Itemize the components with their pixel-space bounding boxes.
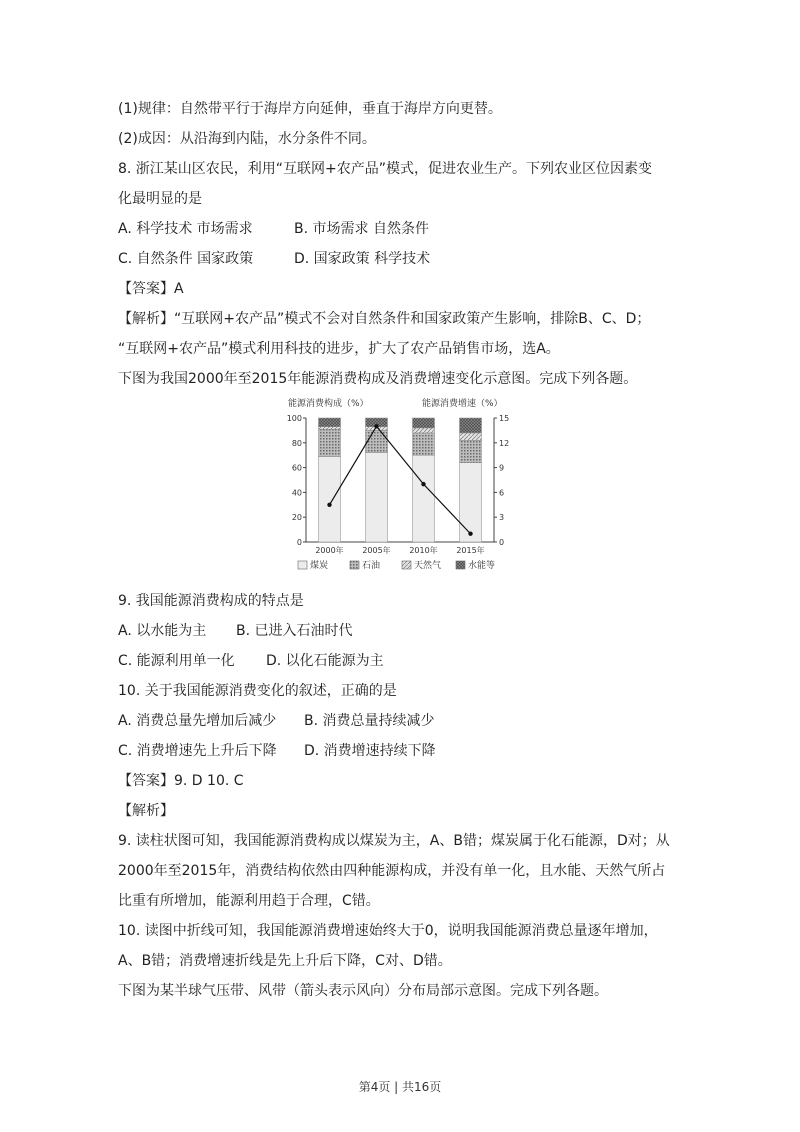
left-tick-label: 100 bbox=[286, 414, 302, 423]
explanation-10-cont: A、B错；消费增速折线是先上升后下降，C对、D错。 bbox=[118, 953, 452, 969]
bar-hydro bbox=[413, 418, 435, 428]
q9-options-row1 bbox=[118, 622, 353, 640]
explanation-8: 【解析】“互联网+农产品”模式不会对自然条件和国家政策产生影响，排除B、C、D； bbox=[118, 311, 651, 327]
growth-point bbox=[374, 424, 378, 428]
q10-options-row2 bbox=[118, 742, 436, 760]
growth-point bbox=[468, 532, 472, 536]
legend-label: 煤炭 bbox=[310, 561, 329, 571]
bar-coal bbox=[460, 463, 482, 542]
option-c: C. 消费增速先上升后下降 bbox=[118, 743, 277, 759]
option-a: A. 以水能为主 bbox=[118, 623, 207, 639]
growth-point bbox=[421, 482, 425, 486]
left-tick-label: 40 bbox=[291, 488, 302, 498]
bar-hydro bbox=[319, 418, 341, 427]
bar-gas bbox=[413, 428, 435, 433]
energy-chart bbox=[284, 396, 516, 574]
bar-oil bbox=[319, 429, 341, 456]
explanation-9-cont: 比重有所增加，能源利用趋于合理，C错。 bbox=[118, 893, 380, 909]
bar-gas bbox=[460, 433, 482, 440]
right-tick-label: 12 bbox=[499, 438, 510, 448]
q8-options-row2 bbox=[118, 250, 430, 268]
explanation-10: 10. 读图中折线可知，我国能源消费增速始终大于0，说明我国能源消费总量逐年增加， bbox=[118, 923, 658, 939]
bar-hydro bbox=[460, 418, 482, 433]
bar-coal bbox=[366, 453, 388, 542]
option-d: D. 以化石能源为主 bbox=[266, 653, 384, 669]
bar-oil bbox=[460, 440, 482, 462]
page-footer: 第4页 | 共16页 bbox=[358, 1080, 442, 1094]
legend-label: 天然气 bbox=[414, 561, 442, 571]
question-9: 9. 我国能源消费构成的特点是 bbox=[118, 593, 304, 609]
explanation-9: 9. 读柱状图可知，我国能源消费构成以煤炭为主，A、B错；煤炭属于化石能源，D对；从 bbox=[118, 833, 670, 849]
intro-next: 下图为某半球气压带、风带（箭头表示风向）分布局部示意图。完成下列各题。 bbox=[118, 983, 608, 999]
option-b: B. 市场需求 自然条件 bbox=[294, 221, 429, 237]
x-tick-label: 2010年 bbox=[409, 546, 438, 555]
legend-swatch bbox=[456, 561, 465, 569]
right-tick-label: 3 bbox=[499, 513, 505, 523]
bar-oil bbox=[413, 433, 435, 455]
text-line: (2)成因：从沿海到内陆，水分条件不同。 bbox=[118, 131, 376, 147]
option-d: D. 国家政策 科学技术 bbox=[294, 251, 431, 267]
x-tick-label: 2015年 bbox=[456, 546, 485, 555]
right-tick-label: 15 bbox=[499, 414, 510, 423]
right-tick-label: 6 bbox=[499, 488, 505, 498]
option-b: B. 消费总量持续减少 bbox=[304, 713, 435, 729]
growth-line bbox=[330, 426, 471, 533]
explanation-8-cont: “互联网+农产品”模式利用科技的进步，扩大了农产品销售市场，选A。 bbox=[118, 341, 560, 357]
option-a: A. 科学技术 市场需求 bbox=[118, 221, 253, 237]
growth-point bbox=[327, 503, 331, 507]
right-tick-label: 0 bbox=[499, 538, 505, 547]
legend-swatch bbox=[298, 561, 307, 569]
left-tick-label: 80 bbox=[291, 438, 302, 448]
left-tick-label: 20 bbox=[291, 513, 302, 523]
option-a: A. 消费总量先增加后减少 bbox=[118, 713, 277, 729]
answer-8: 【答案】A bbox=[118, 281, 184, 297]
bar-coal bbox=[319, 456, 341, 542]
right-tick-label: 9 bbox=[499, 463, 505, 473]
option-c: C. 自然条件 国家政策 bbox=[118, 251, 254, 267]
answer-9-10: 【答案】9. D 10. C bbox=[118, 773, 244, 789]
left-tick-label: 0 bbox=[296, 538, 302, 547]
right-axis-title: 能源消费增速（%） bbox=[422, 399, 503, 409]
x-tick-label: 2005年 bbox=[362, 546, 391, 555]
bar-coal bbox=[413, 455, 435, 542]
explanation-9-cont: 2000年至2015年，消费结构依然由四种能源构成，并没有单一化，且水能、天然气所占 bbox=[118, 863, 666, 879]
bar-gas bbox=[319, 427, 341, 429]
explanation-heading: 【解析】 bbox=[118, 803, 174, 819]
q10-options-row1 bbox=[118, 712, 435, 730]
bar-oil bbox=[366, 430, 388, 452]
x-tick-label: 2000年 bbox=[315, 546, 344, 555]
q9-options-row2 bbox=[118, 652, 384, 670]
option-c: C. 能源利用单一化 bbox=[118, 653, 235, 669]
left-tick-label: 60 bbox=[291, 463, 302, 473]
q8-options-row1 bbox=[118, 220, 429, 238]
question-8-cont: 化最明显的是 bbox=[118, 191, 202, 207]
left-axis-title: 能源消费构成（%） bbox=[288, 399, 369, 409]
text-line: (1)规律：自然带平行于海岸方向延伸，垂直于海岸方向更替。 bbox=[118, 101, 502, 117]
question-8: 8. 浙江某山区农民，利用“互联网+农产品”模式，促进农业生产。下列农业区位因素变 bbox=[118, 161, 653, 177]
option-d: D. 消费增速持续下降 bbox=[304, 743, 436, 759]
legend-swatch bbox=[402, 561, 411, 569]
option-b: B. 已进入石油时代 bbox=[236, 623, 353, 639]
legend-label: 石油 bbox=[362, 561, 381, 571]
intro-9-10: 下图为我国2000年至2015年能源消费构成及消费增速变化示意图。完成下列各题。 bbox=[118, 371, 638, 387]
legend-swatch bbox=[350, 561, 359, 569]
legend-label: 水能等 bbox=[468, 561, 496, 571]
question-10: 10. 关于我国能源消费变化的叙述，正确的是 bbox=[118, 683, 397, 699]
